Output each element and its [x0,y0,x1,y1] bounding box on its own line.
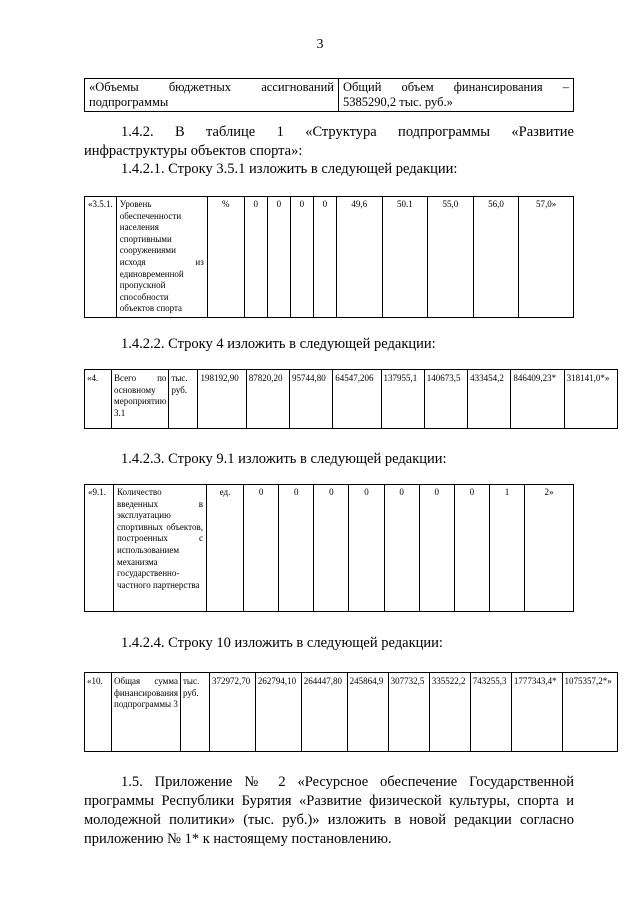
value-cell: 1 [489,485,524,612]
value-cell: 0 [290,197,313,318]
program-budget-table [84,78,574,112]
value-cell: 318141,0*» [564,370,617,429]
value-cell: 87820,20 [246,370,289,429]
paragraph-1-4-2-3: 1.4.2.3. Строку 9.1 изложить в следующей редакции: [121,451,447,467]
row-description-cell: Уровень обеспеченности населения спортивными сооружениями исходя из единовременной пропускной способности объектов спорта [116,197,207,318]
value-cell: 245864,9 [347,673,388,752]
value-cell: 0 [314,485,349,612]
value-cell: 264447,80 [301,673,347,752]
table-row-3-5-1 [84,196,574,318]
paragraph-1-4-2-4: 1.4.2.4. Строку 10 изложить в следующей редакции: [121,635,443,651]
value-cell: 0 [454,485,489,612]
budget-label-cell: «Объемы бюджетных ассигнований подпрограммы [85,79,339,112]
value-cell: 2» [525,485,574,612]
value-cell: 56,0 [473,197,519,318]
unit-cell: тыс. руб. [180,673,209,752]
value-cell: 198192,90 [198,370,246,429]
row-description-cell: Всего по основному мероприятию 3.1 [112,370,169,429]
value-cell: 0 [267,197,290,318]
value-cell: 1075357,2*» [562,673,618,752]
paragraph-1-4-2-2: 1.4.2.2. Строку 4 изложить в следующей редакции: [121,336,436,352]
page-number: 3 [316,37,324,52]
paragraph-1-4-2: 1.4.2. В таблице 1 «Структура подпрограммы «Развитие инфраструктуры объектов спорта»: [84,124,574,159]
row-code-cell: «9.1. [85,485,114,612]
value-cell: 55,0 [428,197,474,318]
value-cell: 0 [419,485,454,612]
table-row-10 [84,672,618,752]
value-cell: 0 [244,485,279,612]
row-code-cell: «4. [85,370,112,429]
value-cell: 50.1 [382,197,428,318]
value-cell: 0 [313,197,336,318]
value-cell: 846409,23* [511,370,564,429]
row-description-cell: Количество введенных в эксплуатацию спортивных объектов, построенных с использованием механизма государственно-частного партнерства [114,485,207,612]
paragraph-1-5: 1.5. Приложение № 2 «Ресурсное обеспечение Государственной программы Республики Бурятия «Развитие физической культуры, спорта и молодежной политики» (тыс. руб.)» изложить в новой редакции согласно приложению № 1* к настоящему постановлению. [84,774,574,847]
unit-cell: тыс. руб. [169,370,198,429]
budget-value-cell: Общий объем финансирования – 5385290,2 тыс. руб.» [339,79,574,112]
value-cell: 1777343,4* [511,673,562,752]
value-cell: 262794,10 [255,673,301,752]
value-cell: 64547,206 [333,370,381,429]
row-description-cell: Общая сумма финансирования подпрограммы 3 [112,673,181,752]
value-cell: 95744,80 [289,370,332,429]
value-cell: 372972,70 [209,673,255,752]
value-cell: 0 [384,485,419,612]
value-cell: 0 [244,197,267,318]
value-cell: 335522,2 [429,673,470,752]
table-row-9-1 [84,484,574,612]
paragraph-1-4-2-1: 1.4.2.1. Строку 3.5.1 изложить в следующей редакции: [121,161,458,177]
value-cell: 0 [279,485,314,612]
table-row-4 [84,369,618,429]
value-cell: 137955,1 [381,370,424,429]
row-code-cell: «3.5.1. [85,197,117,318]
value-cell: 433454,2 [468,370,511,429]
value-cell: 743255,3 [470,673,511,752]
unit-cell: ед. [207,485,244,612]
value-cell: 140673,5 [424,370,467,429]
value-cell: 0 [349,485,384,612]
row-code-cell: «10. [85,673,112,752]
value-cell: 49,6 [336,197,382,318]
unit-cell: % [207,197,244,318]
value-cell: 57,0» [519,197,574,318]
value-cell: 307732,5 [388,673,429,752]
